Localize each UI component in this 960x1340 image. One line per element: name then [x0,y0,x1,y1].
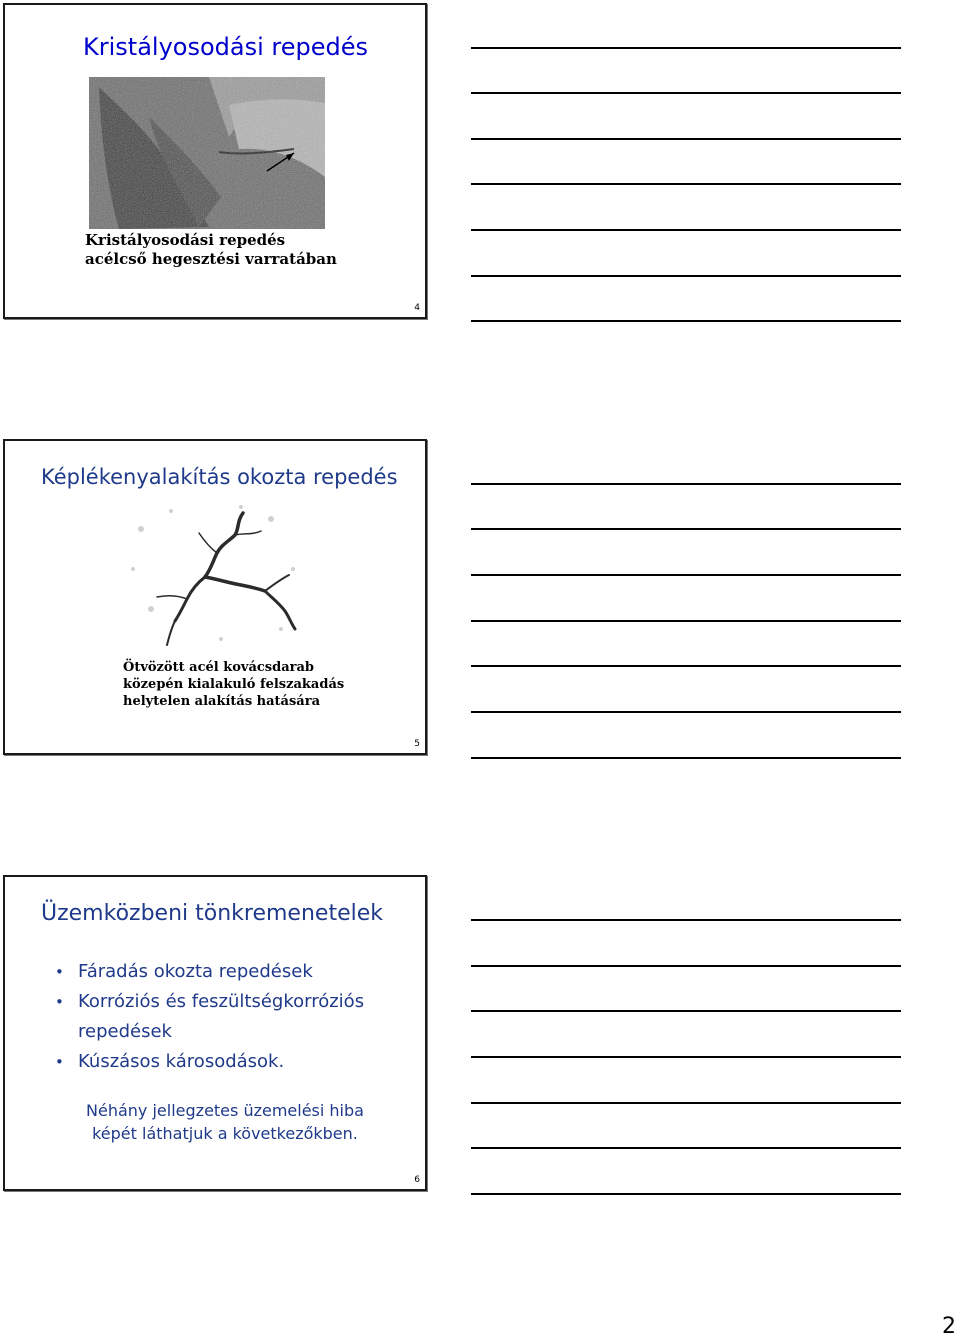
note-line [471,919,901,921]
slide-4 [3,3,427,319]
slide-title: Kristályosodási repedés [83,33,368,61]
note-line [471,528,901,530]
note-line [471,275,901,277]
weld-crack-photo [89,77,325,229]
note-line [471,665,901,667]
caption-line: acélcső hegesztési varratában [85,250,337,268]
bullet-text: repedések [78,1021,172,1042]
note-line [471,183,901,185]
slide-title: Képlékenyalakítás okozta repedés [41,465,398,489]
photo-caption [85,231,337,269]
note-line [471,1102,901,1104]
caption-line: helytelen alakítás hatására [123,694,320,709]
caption-line: Kristályosodási repedés [85,231,286,249]
note-line [471,1056,901,1058]
slide-title: Üzemközbeni tönkremenetelek [41,901,383,926]
caption-line: Ötvözött acél kovácsdarab [123,660,314,675]
note-line [471,965,901,967]
note-line [471,229,901,231]
bullet-text: • Korróziós és feszültségkorróziós [78,991,365,1012]
slide-6 [3,875,427,1191]
note-line [471,1010,901,1012]
note-line [471,1193,901,1195]
caption-line: közepén kialakuló felszakadás [123,677,345,692]
photo-caption [123,659,344,710]
note-line [471,138,901,140]
note-line [471,574,901,576]
bullet-list [55,957,364,1077]
bullet-text: Fáradás okozta repedések [78,961,313,982]
note-line: Néhány jellegzetes üzemelési hiba [86,1101,364,1120]
bullet-text: Kúszásos károsodások. [78,1051,285,1072]
slide-note [75,1099,375,1145]
note-line [471,620,901,622]
note-line [471,320,901,322]
note-line [471,757,901,759]
note-line [471,92,901,94]
slide-number: 4 [414,303,420,313]
slide-5 [3,439,427,755]
page-number: 2 [942,1314,956,1339]
note-line [471,483,901,485]
note-line [471,47,901,49]
note-line [471,711,901,713]
bullet-item [55,1047,364,1077]
note-line [471,1147,901,1149]
forging-crack-photo [121,499,317,655]
slide-number: 5 [414,739,420,749]
bullet-item [55,987,364,1047]
slide-number: 6 [414,1175,420,1185]
note-line: képét láthatjuk a következőkben. [92,1124,358,1143]
bullet-item [55,957,364,987]
